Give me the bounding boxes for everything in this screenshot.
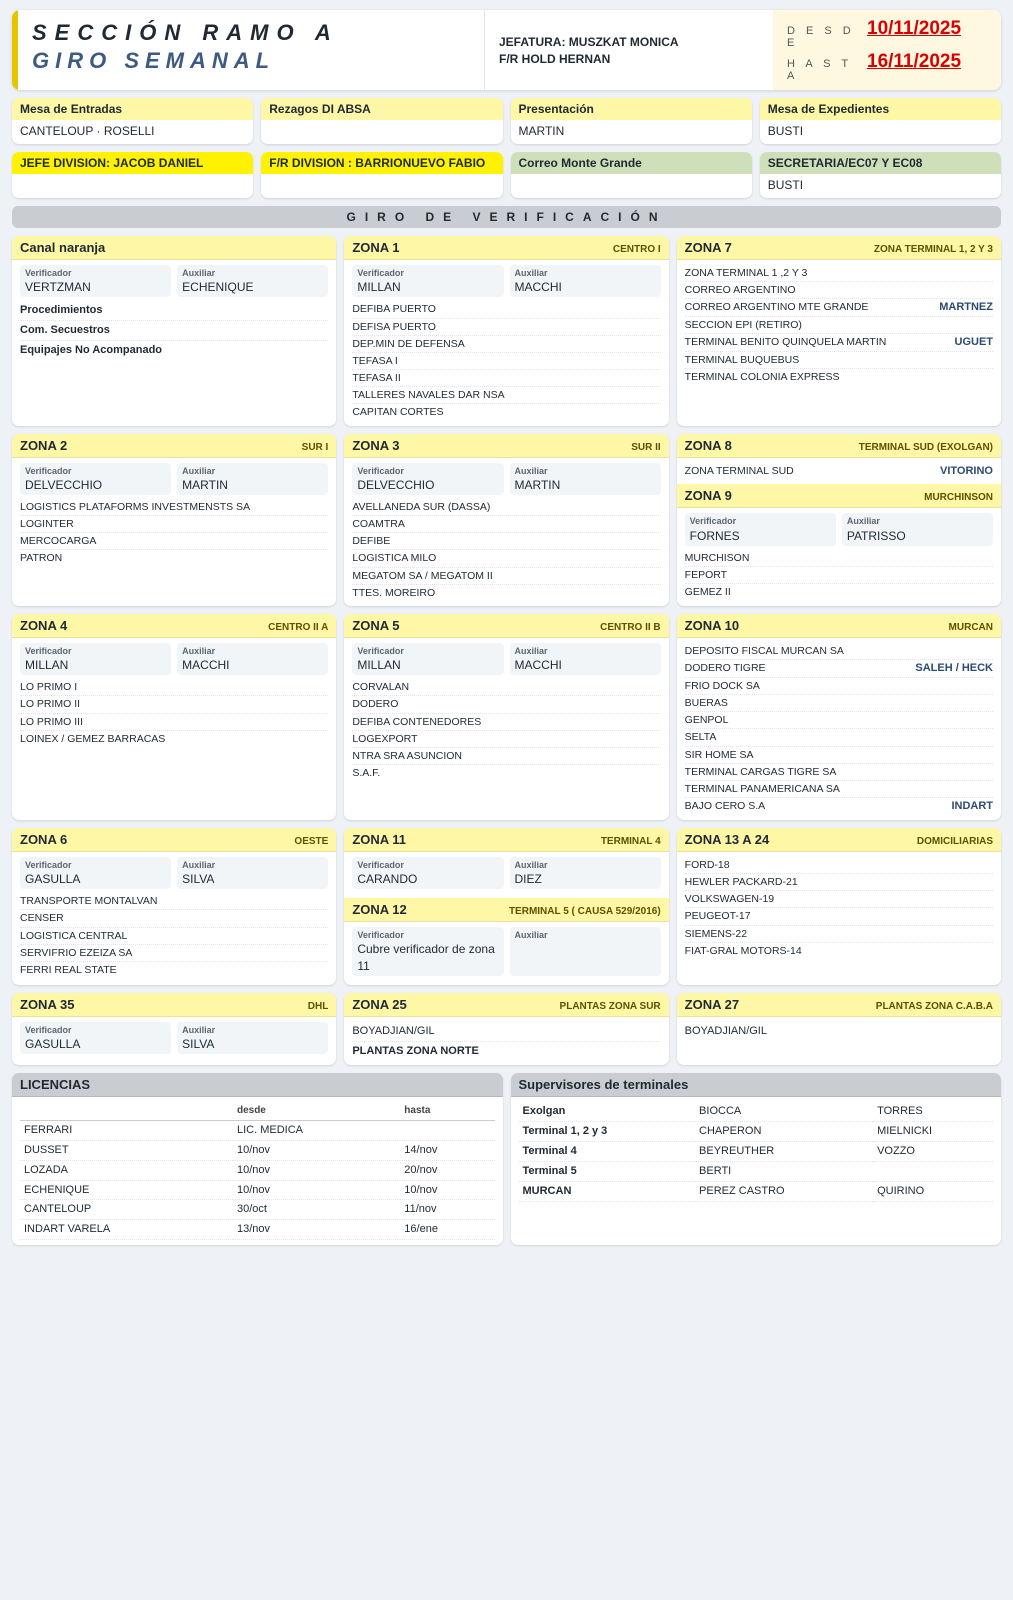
zones-row-2 (12, 434, 1001, 606)
location-name: TTES. MOREIRO (352, 586, 436, 599)
location-name: TEFASA I (352, 354, 398, 367)
location-name: TERMINAL BENITO QUINQUELA MARTIN (684, 336, 887, 349)
col-desde: desde (233, 1102, 400, 1120)
zones-row-3 (12, 614, 1001, 820)
list-item (352, 516, 660, 533)
canal-naranja-card (12, 236, 336, 426)
list-item (685, 334, 993, 352)
verificador-name: DELVECCHIO (25, 477, 103, 492)
plantas-norte-label: PLANTAS ZONA NORTE (352, 1044, 479, 1057)
zone-name: ZONA 4 (20, 617, 68, 633)
zona-25-card (344, 993, 668, 1066)
location-name: LOGEXPORT (352, 732, 418, 745)
list-item (20, 533, 328, 550)
auxiliar-label: Auxiliar (514, 465, 548, 476)
verificador-name: GASULLA (25, 872, 81, 887)
office-person: ROSELLI (103, 124, 155, 138)
location-name: FORD-18 (684, 858, 730, 871)
list-item (352, 696, 660, 713)
office-rezagos (261, 98, 502, 144)
zone-sub: PLANTAS ZONA SUR (559, 1000, 661, 1012)
list-item (685, 369, 993, 385)
verificador-label: Verificador (25, 268, 72, 278)
auxiliar-name: PATRISSO (846, 528, 906, 543)
location-name: COAMTRA (352, 518, 405, 531)
location-name: LO PRIMO II (20, 698, 81, 711)
office-person (261, 120, 502, 144)
list-item (685, 282, 993, 299)
auxiliar-label: Auxiliar (846, 516, 880, 527)
location-name: LOGINTER (20, 518, 74, 531)
list-item (685, 643, 993, 660)
list-item (20, 910, 328, 927)
auxiliar-label: Auxiliar (182, 465, 216, 476)
location-name: FERRI REAL STATE (20, 963, 117, 976)
table-row: FERRARI LIC. MEDICA (20, 1120, 495, 1140)
list-item (20, 962, 328, 978)
location-name: SELTA (684, 731, 717, 744)
list-item (352, 387, 660, 404)
office-person: BUSTI (767, 178, 804, 192)
zone-sub: SUR I (301, 441, 329, 453)
list-item (685, 299, 993, 317)
assigned-name: VITORINO (940, 464, 993, 477)
location-name: LO PRIMO III (20, 715, 84, 728)
location-name: TALLERES NAVALES DAR NSA (352, 389, 505, 402)
verificador-name: MILLAN (25, 658, 69, 673)
office-label: Rezagos DI ABSA (261, 98, 502, 120)
fr-hold-text: F/R HOLD HERNAN (499, 51, 611, 66)
location-name: DEPOSITO FISCAL MURCAN SA (684, 644, 844, 657)
list-item (685, 352, 993, 369)
location-name: LOGISTICA MILO (352, 552, 437, 565)
table-header (20, 1102, 495, 1120)
section-title: SECCIÓN RAMO A (32, 20, 339, 45)
auxiliar-name: ECHENIQUE (182, 280, 254, 295)
verificador-name: Cubre verificador de zona 11 (357, 942, 495, 973)
zona-11-12-card (344, 828, 668, 985)
supervisores-table (519, 1102, 994, 1201)
table-row: MURCAN PEREZ CASTRO QUIRINO (519, 1181, 994, 1201)
location-name: LOGISTICA CENTRAL (20, 929, 128, 942)
location-name: LOGISTICS PLATAFORMS INVESTMENSTS SA (20, 500, 251, 513)
location-name: ZONA TERMINAL 1 ,2 Y 3 (684, 267, 808, 279)
auxiliar-label: Auxiliar (182, 645, 216, 656)
table-row: Terminal 5 BERTI (519, 1162, 994, 1182)
list-item (352, 353, 660, 370)
location-name: VOLKSWAGEN-19 (684, 893, 775, 906)
list-item (685, 891, 993, 908)
list-item (352, 404, 660, 420)
location-name: CORREO ARGENTINO MTE GRANDE (684, 301, 869, 314)
zone-sub: MURCAN (948, 621, 993, 633)
desde-date: 10/11/2025 (867, 18, 962, 39)
zone-sub: SUR II (631, 441, 661, 453)
location-name: BAJO CERO S.A (684, 800, 766, 813)
date-range (773, 10, 1001, 90)
location-name: DODERO TIGRE (684, 662, 766, 675)
office-label: SECRETARIA/EC07 Y EC08 (760, 152, 1001, 174)
office-person: CANTELOUP (20, 124, 94, 138)
zones-row-4 (12, 828, 1001, 985)
table-row: LOZADA 10/nov 20/nov (20, 1160, 495, 1180)
auxiliar-label: Auxiliar (514, 859, 548, 870)
list-item (685, 747, 993, 764)
verificador-label: Verificador (25, 465, 72, 476)
zone-sub: CENTRO II B (600, 621, 661, 633)
office-correo-mg (511, 152, 752, 198)
auxiliar-label: Auxiliar (514, 645, 548, 656)
title-block (12, 10, 484, 90)
list-item (352, 585, 660, 601)
zone-name: ZONA 1 (352, 240, 400, 255)
list-item (352, 748, 660, 765)
zone-sub: TERMINAL SUD (EXOLGAN) (858, 441, 993, 453)
list-item (352, 370, 660, 387)
list-item (685, 317, 993, 334)
auxiliar-label: Auxiliar (182, 1024, 216, 1035)
zona-3-card (344, 434, 668, 606)
table-row: Exolgan BIOCCA TORRES (519, 1102, 994, 1121)
table-row: INDART VARELA 13/nov 16/ene (20, 1220, 495, 1240)
list-item (685, 943, 993, 959)
location-name: TERMINAL CARGAS TIGRE SA (684, 765, 837, 778)
list-item (685, 764, 993, 781)
location-name: CORREO ARGENTINO (684, 284, 796, 297)
list-item (20, 893, 328, 910)
zone-sub: PLANTAS ZONA C.A.B.A (875, 1000, 993, 1012)
location-name: GEMEZ II (684, 586, 731, 599)
hasta-date: 16/11/2025 (867, 51, 962, 72)
licencias-table (20, 1102, 495, 1240)
location-name: DODERO (352, 698, 399, 711)
hasta-label: H A S T A (787, 58, 852, 82)
col-hasta: hasta (400, 1102, 494, 1120)
zone-name: ZONA 35 (20, 996, 75, 1012)
zone-sub: TERMINAL 5 ( CAUSA 529/2016) (508, 906, 661, 918)
zone-name: ZONA 10 (684, 617, 740, 633)
zone-sub: CENTRO II A (268, 621, 329, 633)
office-label: Mesa de Expedientes (760, 98, 1001, 120)
zona-2-card (12, 434, 336, 606)
auxiliar-name: MARTIN (514, 477, 561, 492)
office-label: Presentación (511, 98, 752, 120)
zona-7-card (677, 236, 1001, 426)
zone-sub: OESTE (294, 835, 329, 847)
zone-name: ZONA 12 (352, 902, 407, 918)
zona-27-card (677, 993, 1001, 1066)
assigned-name: UGUET (954, 336, 993, 349)
office-label: JEFE DIVISION: JACOB DANIEL (12, 152, 253, 174)
zone-sub: DHL (307, 1000, 329, 1012)
office-person (261, 174, 502, 198)
zona-10-card (677, 614, 1001, 820)
list-item (352, 499, 660, 516)
table-row: Terminal 1, 2 y 3 CHAPERON MIELNICKI (519, 1122, 994, 1142)
verificador-name: CARANDO (357, 872, 418, 887)
zona-5-card (344, 614, 668, 820)
zones-row-1 (12, 236, 1001, 426)
assigned-name: BOYADJIAN/GIL (352, 1024, 435, 1037)
supervisores-card (511, 1073, 1002, 1245)
zone-sub: TERMINAL 4 (600, 835, 661, 847)
verificador-label: Verificador (357, 645, 404, 656)
zone-name: ZONA 25 (352, 996, 407, 1012)
location-name: SIR HOME SA (684, 748, 754, 761)
list-item (352, 714, 660, 731)
card-title: LICENCIAS (20, 1077, 91, 1093)
assigned-name: MARTNEZ (939, 301, 993, 314)
office-secretaria (760, 152, 1001, 198)
auxiliar-label: Auxiliar (182, 268, 216, 278)
jefatura-text: JEFATURA: MUSZKAT MONICA (499, 34, 679, 49)
location-name: CENSER (20, 912, 64, 925)
location-name: BUERAS (684, 697, 728, 710)
assigned-name: INDART (951, 800, 993, 813)
zone-name: ZONA 9 (684, 488, 732, 504)
equipajes-label: Equipajes No Acompanado (20, 344, 163, 357)
auxiliar-label: Auxiliar (514, 268, 548, 278)
auxiliar-name: MACCHI (514, 280, 562, 295)
list-item (352, 319, 660, 336)
list-item (20, 945, 328, 962)
office-person: BUSTI (767, 124, 804, 138)
verificador-name: FORNES (689, 528, 740, 543)
assigned-name: BOYADJIAN/GIL (684, 1024, 767, 1037)
location-name: FIAT-GRAL MOTORS-14 (684, 944, 802, 957)
table-row: CANTELOUP 30/oct 11/nov (20, 1200, 495, 1220)
office-fr-division (261, 152, 502, 198)
location-name: DEFIBA CONTENEDORES (352, 715, 482, 728)
zone-sub: DOMICILIARIAS (916, 835, 993, 847)
office-label: Correo Monte Grande (511, 152, 752, 174)
location-name: LOINEX / GEMEZ BARRACAS (20, 732, 166, 745)
list-item (685, 729, 993, 746)
zone-name: ZONA 6 (20, 831, 68, 847)
list-item (352, 336, 660, 353)
list-item (352, 301, 660, 318)
location-name: ZONA TERMINAL SUD (684, 464, 794, 477)
location-name: FRIO DOCK SA (684, 679, 760, 692)
location-list (352, 301, 660, 420)
verificador-name: MILLAN (357, 658, 401, 673)
location-name: MERCOCARGA (20, 535, 97, 548)
card-title: Supervisores de terminales (518, 1077, 689, 1093)
location-name: MURCHISON (684, 551, 750, 564)
zone-name: ZONA 3 (352, 437, 400, 453)
location-name: TERMINAL BUQUEBUS (684, 354, 800, 367)
management-block (484, 10, 773, 90)
auxiliar-name: SILVA (182, 1036, 215, 1051)
list-item (20, 696, 328, 713)
list-item (352, 679, 660, 696)
zone-name: ZONA 27 (684, 996, 740, 1012)
list-item (685, 550, 993, 567)
assigned-name: SALEH / HECK (915, 662, 993, 675)
bottom-row (12, 1073, 1001, 1245)
giro-title: GIRO SEMANAL (32, 48, 276, 73)
auxiliar-label: Auxiliar (514, 930, 548, 941)
list-item (685, 678, 993, 695)
location-name: DEFIBE (352, 535, 391, 548)
verificador-name: MILLAN (357, 280, 401, 295)
location-name: CORVALAN (352, 681, 410, 694)
location-name: SIEMENS-22 (684, 927, 748, 940)
location-name: SERVIFRIO EZEIZA SA (20, 946, 133, 959)
location-name: HEWLER PACKARD-21 (684, 876, 798, 889)
zona-35-card (12, 993, 336, 1066)
location-name: PEUGEOT-17 (684, 910, 751, 923)
list-item (685, 584, 993, 600)
location-list (352, 679, 660, 781)
zona-13-24-card (677, 828, 1001, 985)
desde-label: D E S D E (787, 25, 855, 49)
zona-4-card (12, 614, 336, 820)
verificador-label: Verificador (25, 645, 72, 656)
list-item (352, 568, 660, 585)
office-jefe-division (12, 152, 253, 198)
office-mesa-expedientes (760, 98, 1001, 144)
zona-8-9-card (677, 434, 1001, 606)
list-item (685, 874, 993, 891)
office-person (12, 174, 253, 198)
verificador-label: Verificador (25, 859, 72, 870)
location-name: MEGATOM SA / MEGATOM II (352, 569, 493, 582)
list-item (20, 550, 328, 566)
zone-name: ZONA 5 (352, 617, 400, 633)
table-row: ECHENIQUE 10/nov 10/nov (20, 1180, 495, 1200)
location-list (685, 265, 993, 386)
verificador-label: Verificador (357, 268, 404, 278)
verificador-name: VERTZMAN (25, 280, 91, 295)
location-name: LO PRIMO I (20, 681, 78, 694)
zone-sub: ZONA TERMINAL 1, 2 Y 3 (873, 244, 993, 255)
location-name: DEFISA PUERTO (352, 320, 436, 333)
location-name: CAPITAN CORTES (352, 406, 444, 419)
location-list (20, 679, 328, 747)
zone-sub: MURCHINSON (924, 492, 993, 504)
auxiliar-label: Auxiliar (182, 859, 216, 870)
office-label: F/R DIVISION : BARRIONUEVO FABIO (261, 152, 502, 174)
procedimientos-label: Procedimientos (20, 304, 103, 317)
auxiliar-name: MACCHI (182, 658, 230, 673)
zona-6-card (12, 828, 336, 985)
location-list (685, 857, 993, 959)
location-name: TRANSPORTE MONTALVAN (20, 895, 158, 908)
list-item (685, 567, 993, 584)
list-item (20, 731, 328, 747)
table-row: Terminal 4 BEYREUTHER VOZZO (519, 1142, 994, 1162)
secuestros-label: Com. Secuestros (20, 324, 110, 337)
verificador-label: Verificador (25, 1024, 72, 1035)
list-item (352, 765, 660, 781)
verificador-label: Verificador (357, 859, 404, 870)
list-item (685, 857, 993, 874)
list-item (20, 499, 328, 516)
location-name: S.A.F. (352, 767, 381, 780)
office-person: MARTIN (518, 124, 565, 138)
zone-name: ZONA 2 (20, 437, 68, 453)
office-person (511, 174, 752, 198)
location-name: FEPORT (684, 568, 728, 581)
location-name: PATRON (20, 552, 63, 565)
list-item (20, 679, 328, 696)
auxiliar-name: SILVA (182, 872, 215, 887)
location-name: AVELLANEDA SUR (DASSA) (352, 500, 491, 513)
auxiliar-name: MACCHI (514, 658, 562, 673)
location-list (685, 643, 993, 815)
verificador-label: Verificador (357, 465, 404, 476)
verificador-label: Verificador (689, 516, 737, 527)
list-item (685, 463, 993, 480)
location-name: DEFIBA PUERTO (352, 303, 436, 316)
verificacion-band: GIRO DE VERIFICACIÓN (12, 206, 1001, 228)
location-list (20, 499, 328, 567)
table-row: DUSSET 10/nov 14/nov (20, 1140, 495, 1160)
list-item (685, 926, 993, 943)
list-item (20, 928, 328, 945)
list-item (352, 731, 660, 748)
card-title: Canal naranja (20, 240, 106, 255)
zones-row-5 (12, 993, 1001, 1066)
location-name: TERMINAL PANAMERICANA SA (684, 782, 840, 795)
location-name: DEP.MIN DE DEFENSA (352, 337, 465, 350)
location-list (20, 893, 328, 978)
list-item (685, 660, 993, 678)
office-assignments (12, 98, 1001, 198)
location-name: TEFASA II (352, 372, 401, 385)
list-item (685, 265, 993, 282)
list-item (352, 550, 660, 567)
list-item (20, 516, 328, 533)
verificador-name: GASULLA (25, 1036, 81, 1051)
zone-name: ZONA 7 (684, 240, 732, 255)
office-label: Mesa de Entradas (12, 98, 253, 120)
list-item (352, 533, 660, 550)
location-name: NTRA SRA ASUNCION (352, 749, 463, 762)
verificador-name: DELVECCHIO (357, 477, 435, 492)
zone-name: ZONA 11 (352, 831, 407, 847)
auxiliar-name: MARTIN (182, 477, 228, 492)
licencias-card (12, 1073, 503, 1245)
location-name: TERMINAL COLONIA EXPRESS (684, 371, 840, 384)
location-list (685, 550, 993, 601)
verificador-label: Verificador (357, 930, 404, 941)
header-card (12, 10, 1001, 90)
auxiliar-name: DIEZ (514, 872, 542, 887)
location-list (352, 499, 660, 601)
list-item (685, 798, 993, 815)
zone-name: ZONA 8 (684, 437, 732, 453)
zona-1-card (344, 236, 668, 426)
zone-sub: CENTRO I (612, 244, 661, 255)
location-name: SECCION EPI (RETIRO) (684, 319, 802, 332)
list-item (685, 908, 993, 925)
office-mesa-entradas: Mesa de Entradas CANTELOUP · ROSELLI (12, 98, 253, 144)
zone-name: ZONA 13 A 24 (684, 831, 770, 847)
list-item (685, 781, 993, 798)
list-item (685, 712, 993, 729)
location-name: GENPOL (684, 714, 729, 727)
office-presentacion (511, 98, 752, 144)
list-item (20, 714, 328, 731)
location-list (685, 463, 993, 480)
list-item (685, 695, 993, 712)
